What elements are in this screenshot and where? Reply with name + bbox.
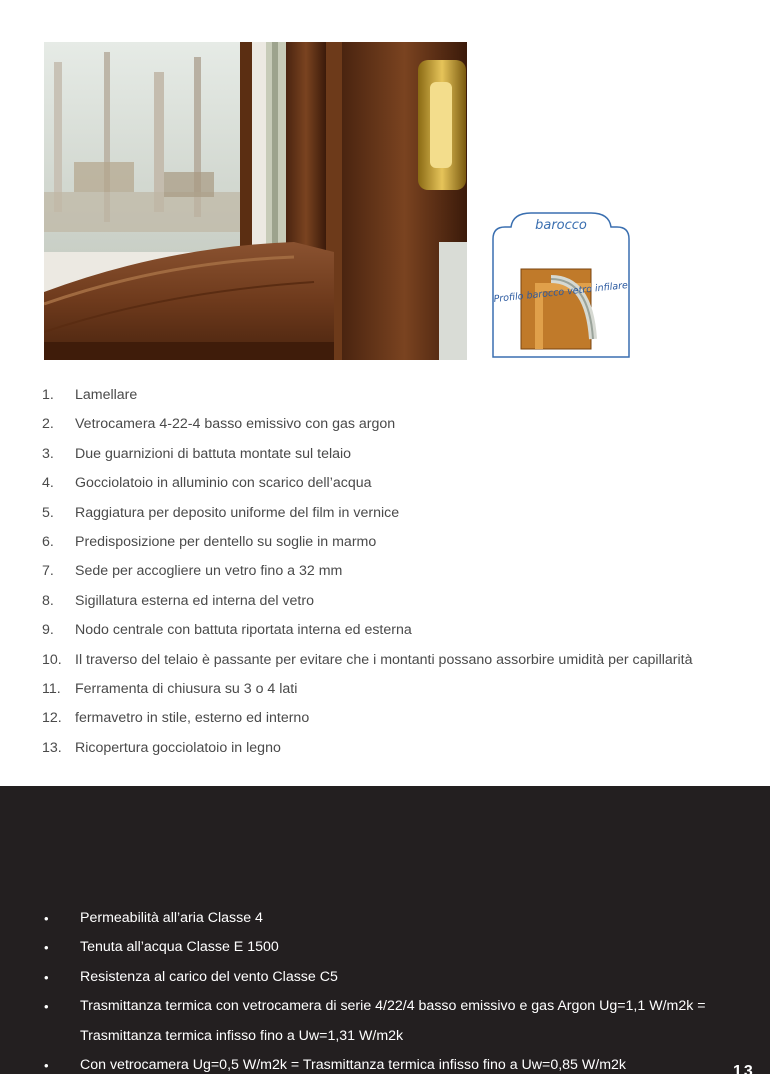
logo-brand-text: barocco xyxy=(535,218,587,233)
bullet-icon: • xyxy=(44,969,49,985)
list-item: • Permeabilità all’aria Classe 4 xyxy=(42,904,742,933)
list-item: 9. Nodo centrale con battuta riportata interna ed esterna xyxy=(42,622,412,639)
list-item: 12. fermavetro in stile, esterno ed interno xyxy=(42,710,310,727)
window-photo xyxy=(44,42,467,360)
bullet-icon: • xyxy=(44,999,49,1015)
list-item: 7. Sede per accogliere un vetro fino a 32 mm xyxy=(42,563,343,580)
logo-caption-text: Profilo barocco vetro infilare xyxy=(493,279,629,306)
list-item: 1. Lamellare xyxy=(42,387,138,403)
list-item: 4. Gocciolatoio in alluminio con scarico dell’acqua xyxy=(42,475,372,492)
list-item: 10. Il traverso del telaio è passante per evitare che i montanti possano assorbire umidità per capillarità xyxy=(42,651,693,668)
barocco-profile-logo xyxy=(491,209,631,359)
list-item: • Trasmittanza termica con vetrocamera di serie 4/22/4 basso emissivo e gas Argon Ug=1,1 W/m2k = Trasmittanza termica infisso fino a Uw=1,31 W/m2k xyxy=(42,992,742,1051)
bullet-icon: • xyxy=(44,1058,49,1074)
list-item: • Con vetrocamera Ug=0,5 W/m2k = Trasmittanza termica infisso fino a Uw=0,85 W/m2k xyxy=(42,1051,742,1080)
bullet-icon: • xyxy=(44,911,49,926)
list-item: 6. Predisposizione per dentello su soglie in marmo xyxy=(42,533,377,550)
features-list xyxy=(42,381,762,763)
list-item: 11. Ferramenta di chiusura su 3 o 4 lati xyxy=(42,680,298,697)
page-number: 13 xyxy=(733,1063,755,1080)
list-item: 8. Sigillatura esterna ed interna del vetro xyxy=(42,592,314,609)
list-item: • Tenuta all’acqua Classe E 1500 xyxy=(42,933,742,962)
list-item: 3. Due guarnizioni di battuta montate sul telaio xyxy=(42,445,352,462)
list-item: 2. Vetrocamera 4-22-4 basso emissivo con gas argon xyxy=(42,416,396,433)
list-item: 13. Ricopertura gocciolatoio in legno xyxy=(42,739,281,756)
performance-list xyxy=(42,904,742,1080)
bullet-icon: • xyxy=(44,940,49,956)
list-item: • Resistenza al carico del vento Classe C5 xyxy=(42,963,742,992)
list-item: 5. Raggiatura per deposito uniforme del film in vernice xyxy=(42,504,400,521)
